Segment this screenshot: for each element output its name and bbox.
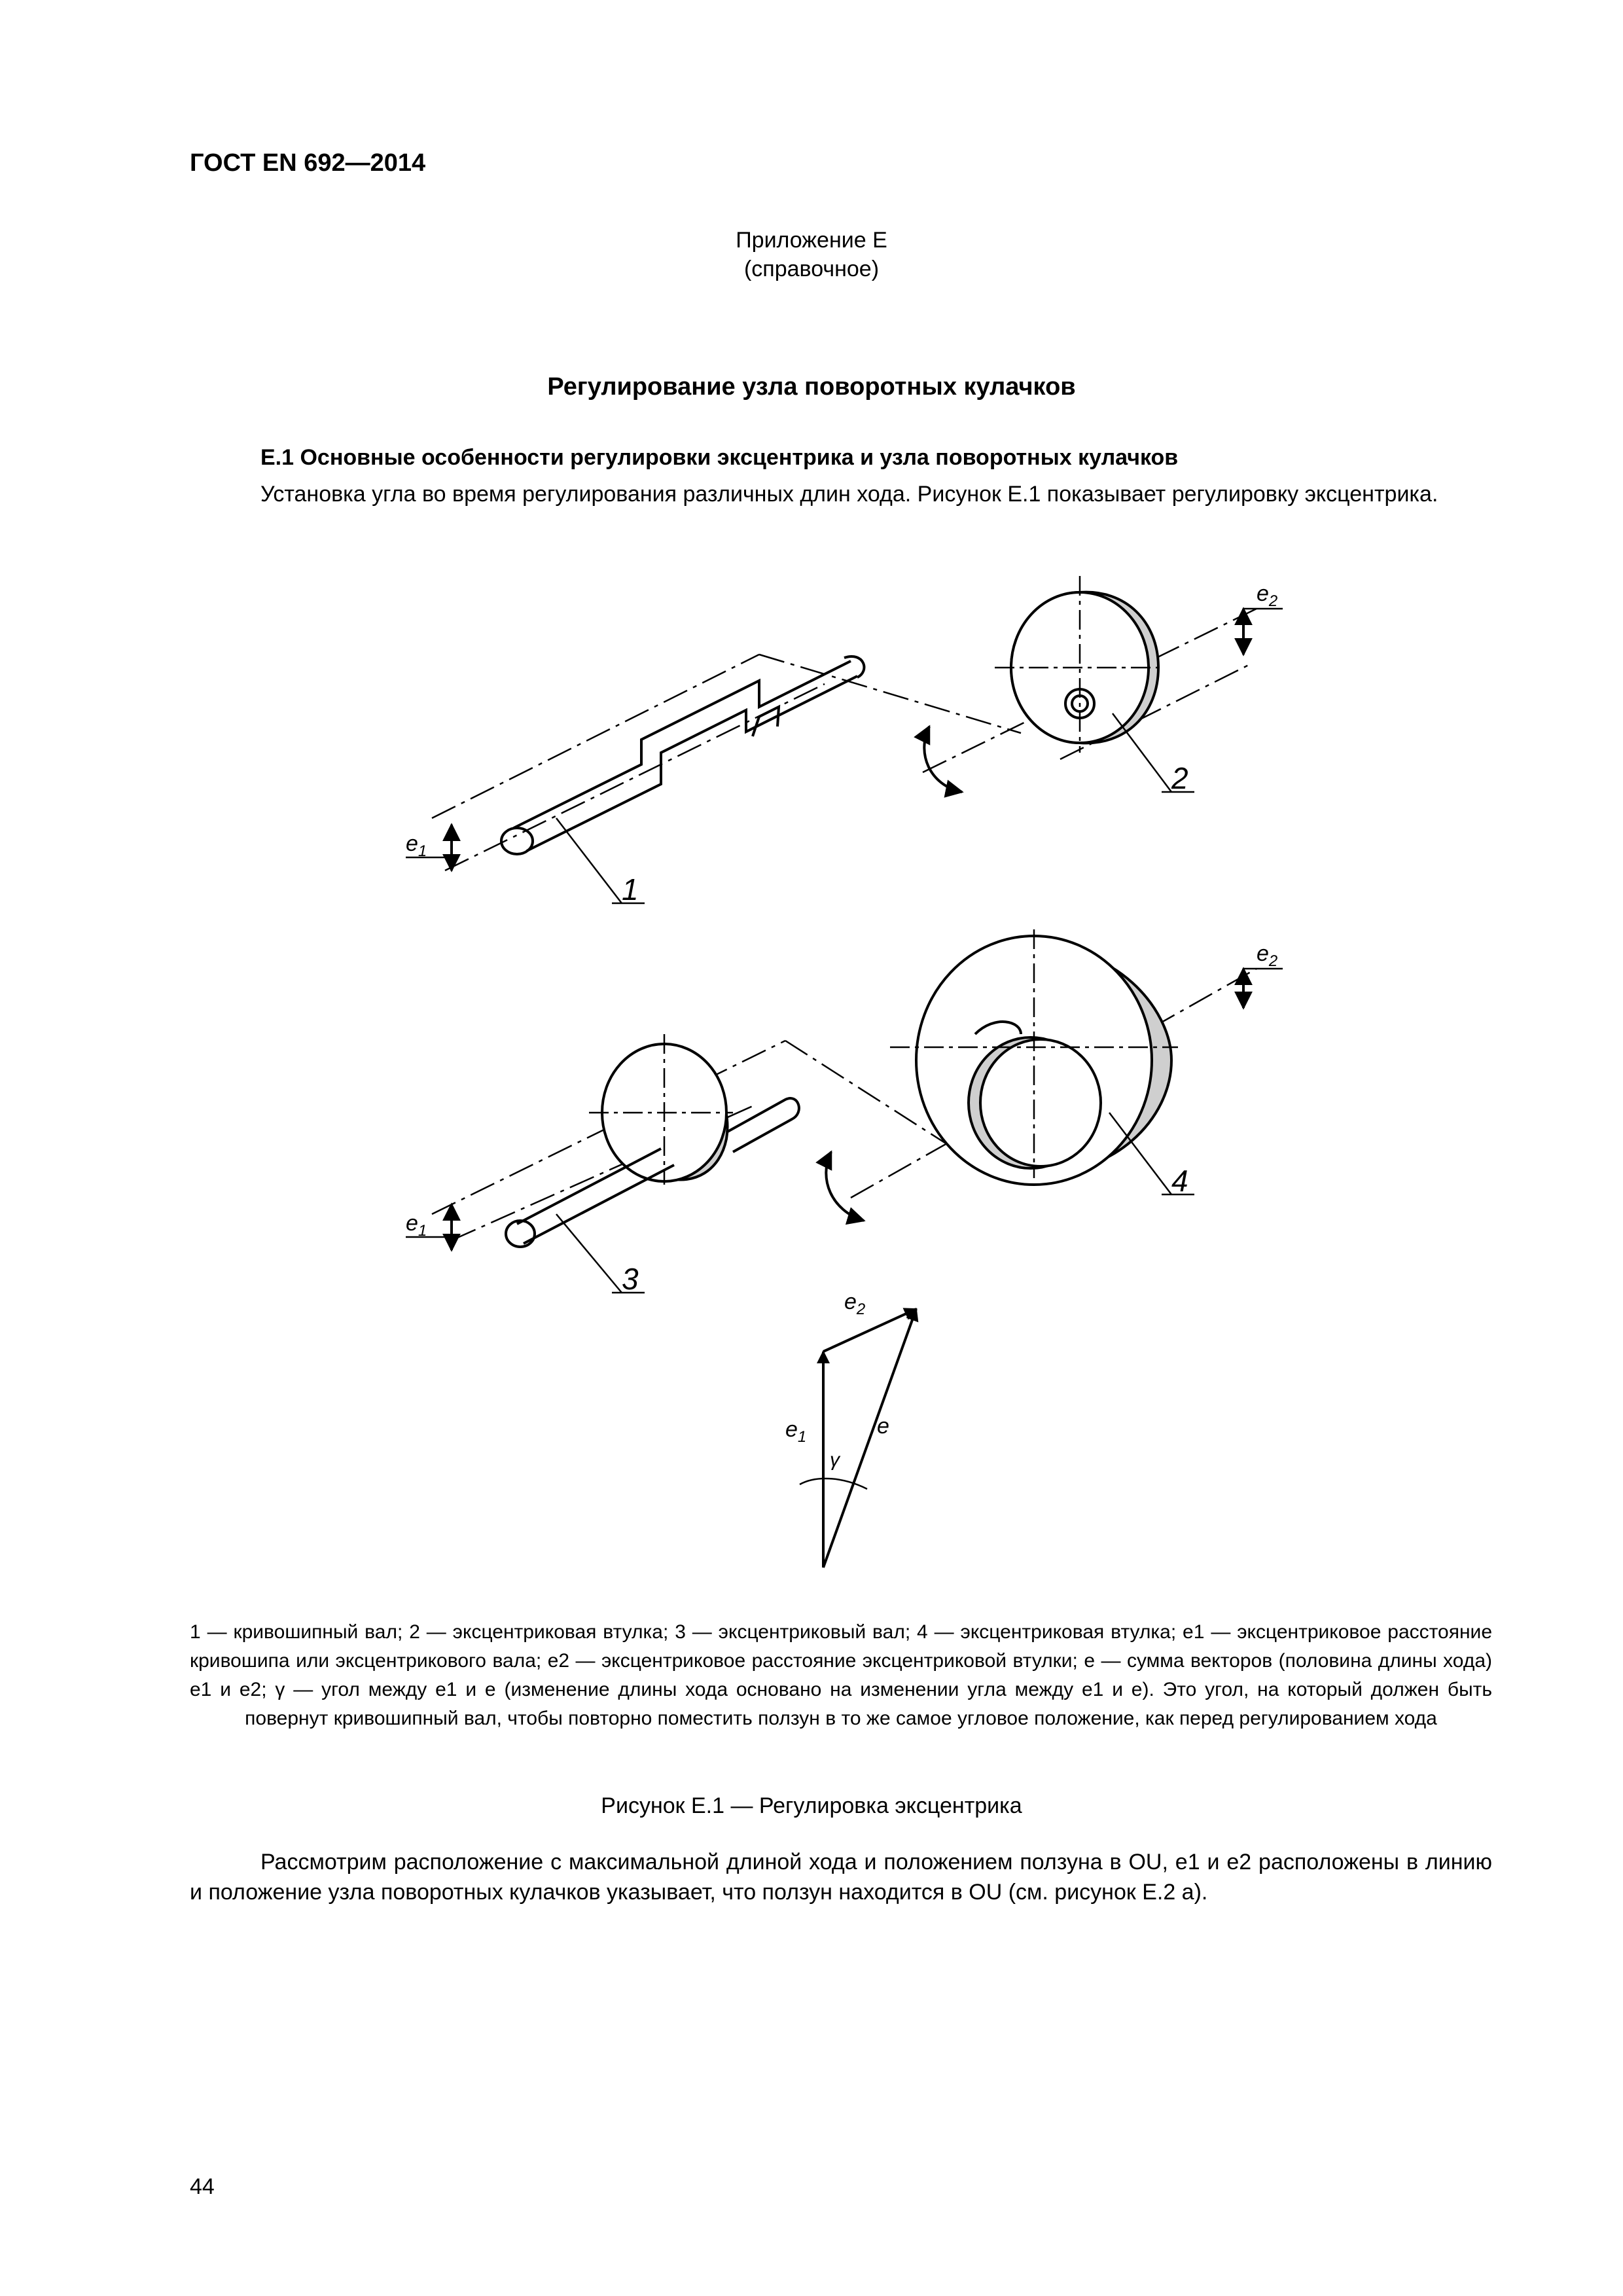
annex-title: Приложение Е bbox=[736, 228, 887, 253]
vector-diagram bbox=[800, 1309, 916, 1568]
section-title: Регулирование узла поворотных кулачков bbox=[547, 373, 1076, 401]
label-e2-middle: $e_2$ bbox=[1257, 941, 1278, 970]
figure-legend: 1 — кривошипный вал; 2 — эксцентриковая втулка; 3 — эксцентриковый вал; 4 — эксцентриковая втулка; e1 — эксцентриковое расстояние кривошипа или эксцентрикового вала; e2 — эксцентриковое расстояние эксцентриковой втулки; e — сумма векторов (половина длины хода) e1 и e2; γ — угол между e1 и e (изменение длины хода основано на изменении угла между e1 и e). Это угол, на который должен быть повернут кривошипный вал, чтобы повторно поместить ползун в то же самое угловое положение, как перед регулированием хода bbox=[190, 1621, 1492, 1729]
label-e2-top: $e_2$ bbox=[1257, 581, 1278, 610]
label-e1-middle: $e_1$ bbox=[406, 1211, 427, 1240]
crankshaft-assembly bbox=[406, 576, 1283, 903]
subsection-title: Е.1 Основные особенности регулировки эксцентрика и узла поворотных кулачков bbox=[260, 445, 1179, 470]
label-4: 4 bbox=[1171, 1164, 1188, 1198]
label-1: 1 bbox=[622, 872, 639, 906]
page-number: 44 bbox=[190, 2174, 215, 2199]
eccentric-shaft-assembly bbox=[406, 929, 1283, 1293]
annex-type: (справочное) bbox=[743, 257, 880, 281]
label-e1-vector: $e_1$ bbox=[785, 1417, 807, 1446]
paragraph-intro: Установка угла во время регулирования различных длин хода. Рисунок Е.1 показывает регулировку эксцентрика. bbox=[260, 482, 1438, 507]
figure-caption: Рисунок Е.1 — Регулировка эксцентрика bbox=[601, 1793, 1022, 1818]
label-e1-top: $e_1$ bbox=[406, 831, 427, 860]
label-3: 3 bbox=[622, 1262, 639, 1296]
label-e-vector: e bbox=[877, 1414, 889, 1439]
document-code: ГОСТ EN 692—2014 bbox=[190, 149, 426, 177]
paragraph-followup: Рассмотрим расположение с максимальной длиной хода и положением ползуна в OU, e1 и e2 расположены в линию и положение узла поворотных кулачков указывает, что ползун находится в OU (см. рисунок Е.2 а). bbox=[190, 1850, 1492, 1905]
label-gamma: γ bbox=[830, 1449, 840, 1471]
label-e2-vector: $e_2$ bbox=[844, 1289, 866, 1318]
label-2: 2 bbox=[1171, 761, 1188, 795]
